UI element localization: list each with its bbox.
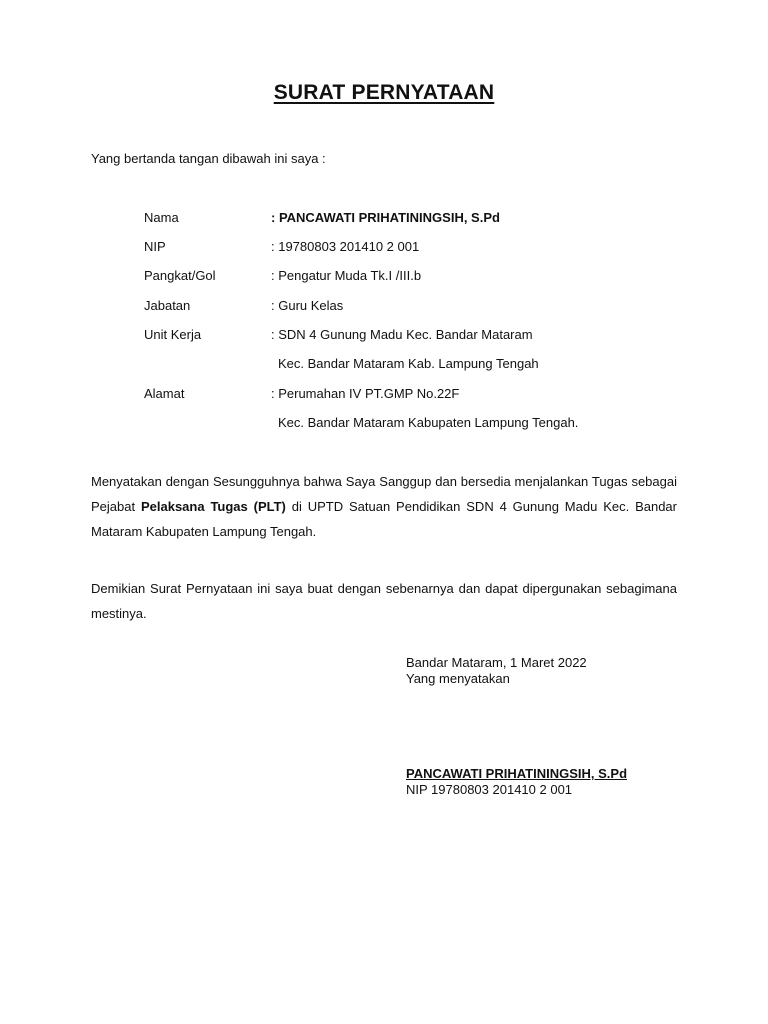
statement-text-bold: Pelaksana Tugas (PLT) (140, 499, 286, 514)
field-value-jabatan: : Guru Kelas (271, 298, 344, 313)
field-label-nama: Nama (144, 210, 179, 225)
statement-paragraph (91, 469, 677, 544)
intro-text: Yang bertanda tangan dibawah ini saya : (91, 151, 326, 166)
field-value-nama: : PANCAWATI PRIHATININGSIH, S.Pd (271, 210, 500, 225)
field-value-alamat-continued: Kec. Bandar Mataram Kabupaten Lampung Tengah. (278, 415, 579, 430)
field-label-unit-kerja: Unit Kerja (144, 327, 202, 342)
statement-text-part2: di UPTD Satuan Pendidikan SDN 4 Gunung Madu Kec. Bandar Mataram Kabupaten Lampung Tengah. (91, 499, 677, 539)
document-title: SURAT PERNYATAAN (273, 81, 495, 104)
signature-nip: NIP 19780803 201410 2 001 (406, 782, 573, 797)
field-value-alamat: : Perumahan IV PT.GMP No.22F (271, 386, 460, 401)
field-value-nip: : 19780803 201410 2 001 (271, 239, 420, 254)
field-value-pangkat: : Pengatur Muda Tk.I /III.b (271, 268, 422, 283)
signature-name: PANCAWATI PRIHATININGSIH, S.Pd (406, 766, 628, 781)
signature-role: Yang menyatakan (406, 671, 510, 686)
field-value-unit-kerja: : SDN 4 Gunung Madu Kec. Bandar Mataram (271, 327, 533, 342)
signature-place-date: Bandar Mataram, 1 Maret 2022 (406, 655, 587, 670)
closing-paragraph: Demikian Surat Pernyataan ini saya buat dengan sebenarnya dan dapat dipergunakan sebagimana mestinya. (91, 581, 677, 621)
field-value-unit-kerja-continued: Kec. Bandar Mataram Kab. Lampung Tengah (278, 356, 539, 371)
field-label-nip: NIP (144, 239, 166, 254)
statement-text-part1: Menyatakan dengan Sesungguhnya bahwa Saya Sanggup dan bersedia menjalankan Tugas sebagai Pejabat (91, 474, 677, 514)
field-label-alamat: Alamat (144, 386, 185, 401)
field-label-jabatan: Jabatan (144, 298, 191, 313)
field-label-pangkat: Pangkat/Gol (144, 268, 216, 283)
